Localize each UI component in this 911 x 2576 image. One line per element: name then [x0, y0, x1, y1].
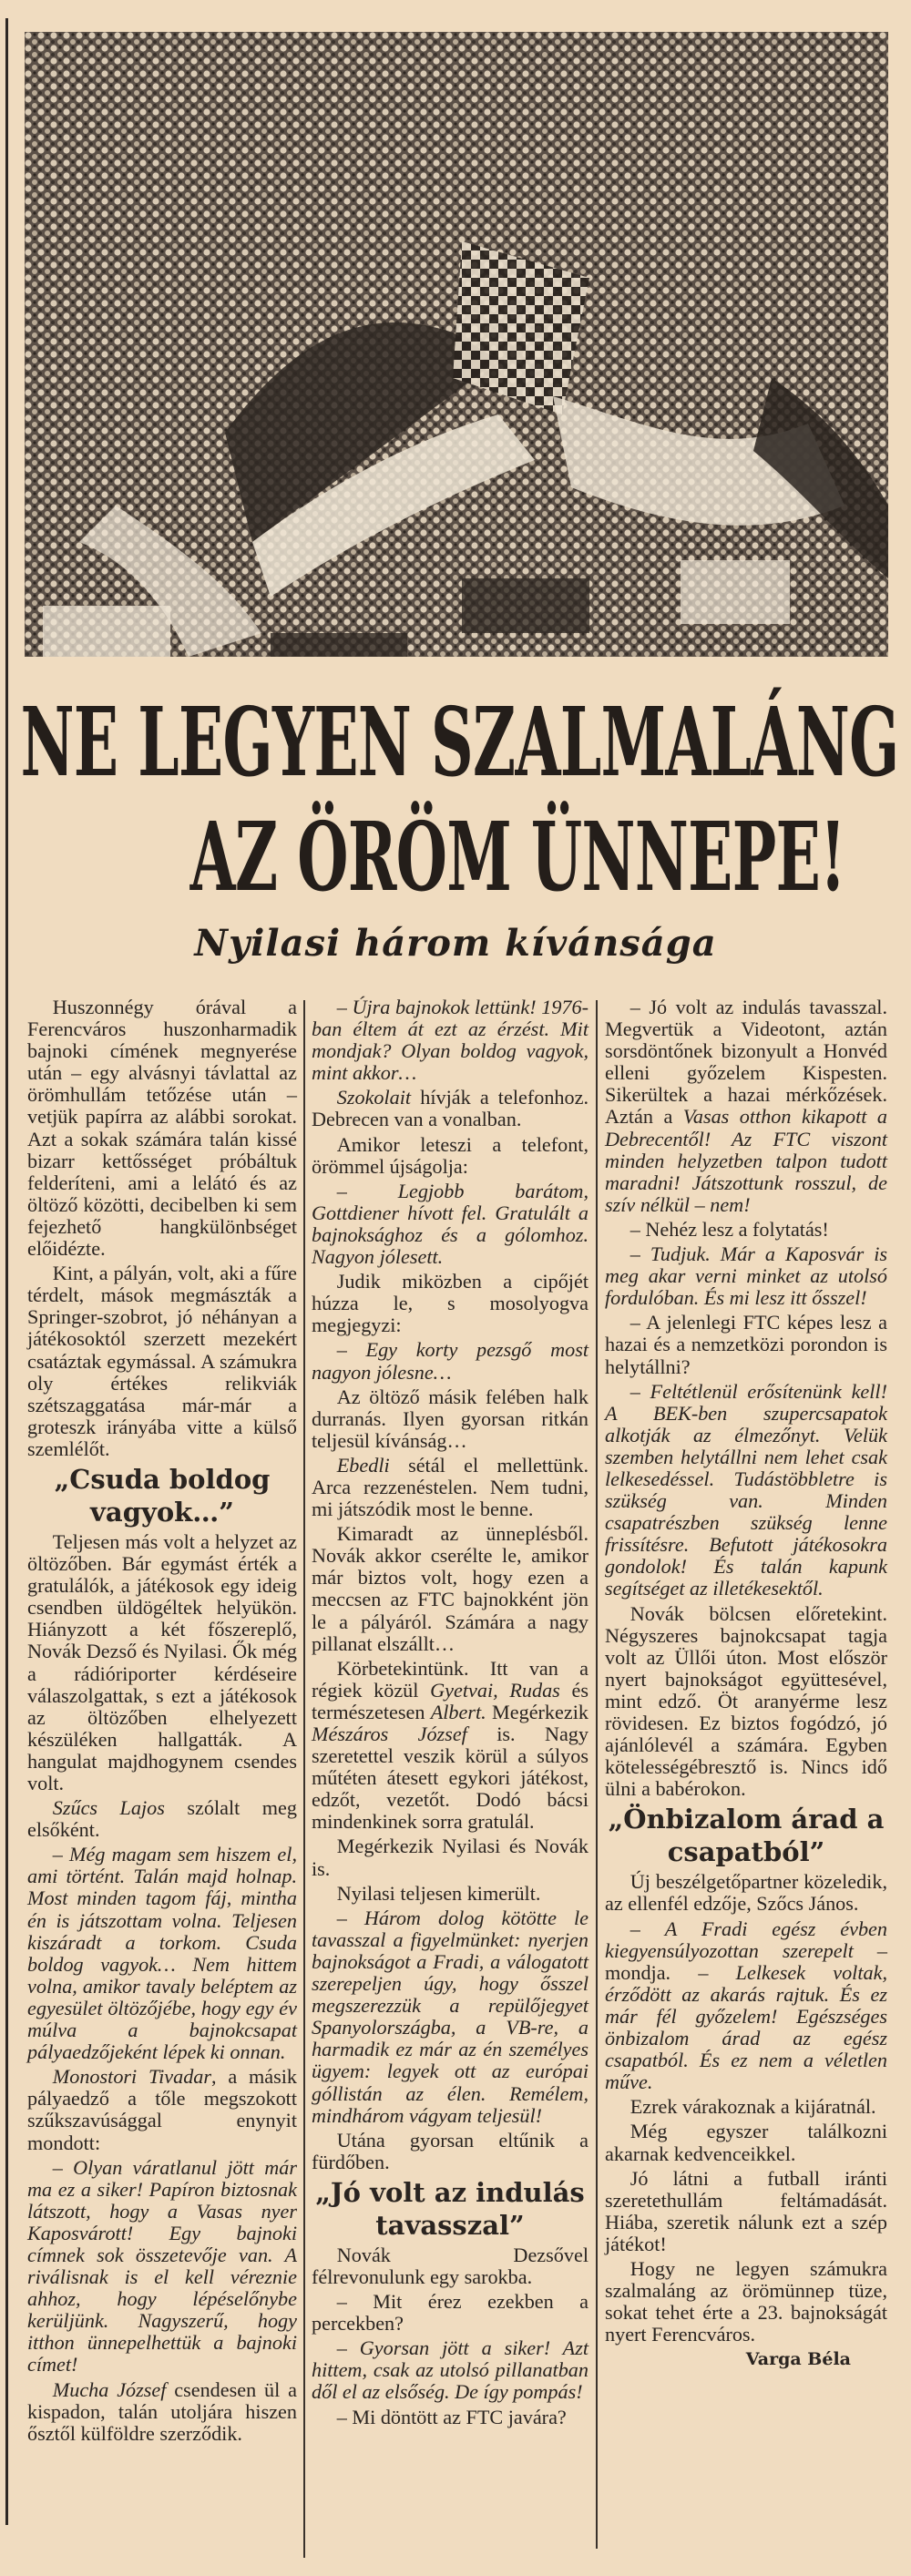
- text-run: –: [630, 1242, 650, 1266]
- text-run: hívják a telefonhoz. Debrecen van a vonalban.: [312, 1086, 589, 1131]
- text-run: Körbetekintünk. Itt van a régiek közül: [312, 1656, 589, 1702]
- italic-text-run: Mucha József: [52, 2377, 167, 2401]
- paragraph: [605, 2096, 887, 2118]
- paragraph: [27, 1531, 297, 1794]
- text-run: – Nehéz lesz a folytatás!: [630, 1217, 829, 1241]
- paragraph: [312, 2130, 589, 2173]
- paragraph: [312, 1883, 589, 1905]
- italic-text-run: Gyetvai, Rudas: [430, 1678, 560, 1702]
- text-run: Hogy ne legyen számukra szalmaláng az örömünnep tüze, sokat tehet érte a 23. bajnokságát nyert Ferencváros.: [605, 2256, 887, 2346]
- italic-text-run: Egy korty pezsgő most nagyon jólesne…: [312, 1338, 589, 1384]
- italic-text-run: Albert.: [430, 1700, 486, 1723]
- text-run: Megérkezik Nyilasi és Novák is.: [312, 1835, 589, 1880]
- italic-text-run: Szűcs Lajos: [52, 1796, 165, 1820]
- italic-text-run: Mészáros József: [312, 1722, 467, 1745]
- paragraph: [605, 1381, 887, 1600]
- paragraph: [312, 2337, 589, 2403]
- page-border-rule: [5, 18, 8, 2525]
- text-run: Huszonnégy órával a Ferencváros huszonharmadik bajnoki címének megnyerése után – egy alvásnyi távlattal az örömhullám tetőzése után – vetjük papírra az alábbi sorokat. Azt a sokak számára talán kissé bizarr kettősséget próbáltuk felderíteni, ami a lelátó és az öltöző közötti, decibelben ki sem fejezhető hangkülönbséget előidézte.: [27, 996, 297, 1261]
- text-run: – Jó volt az indulás tavasszal. Megvertük a Videotont, aztán sorsdöntőnek bizonyult a Honvéd elleni győzelem Kispesten. Sikerültek a hazai mérkőzések. Aztán a: [605, 996, 887, 1129]
- article-column-1: [27, 997, 297, 2448]
- text-run: Kimaradt az ünneplésből. Novák akkor cserélte le, amikor már biztos volt, hogy ezen a meccsen az FTC bajnokként jön le a pályáról. Számára a nagy pillanat elszállt…: [312, 1522, 589, 1655]
- italic-text-run: Olyan váratlanul jött már ma ez a siker! Papíron biztosnak látszott, hogy a Vasas nyer Kaposvárott! Egy bajnoki címnek sok összetevője van. A riválisnak is el kell véreznie ahhoz, hogy lépéselőnybe kerüljünk. Nagyszerű, hogy itthon ünnepelhettük a bajnoki címet!: [27, 2155, 298, 2377]
- text-run: Novák Dezsővel félrevonulunk egy sarokba.: [312, 2243, 589, 2288]
- text-run: – Mit érez ezekben a percekben?: [312, 2290, 589, 2336]
- italic-text-run: Lelkesek voltak, érződött az akarás rajtuk. És ez már fél győzelem! Egészséges önbizalom árad az egész csapatból. És ez nem a véletlen műve.: [605, 1960, 887, 2094]
- article-column-3: [605, 997, 887, 2373]
- text-run: szólalt meg elsőként.: [27, 1796, 297, 1842]
- headline-line-1: NE LEGYEN SZALMALÁNG: [20, 686, 899, 798]
- section-heading: „Jó volt az indulás tavasszal”: [315, 2176, 585, 2241]
- paragraph: [605, 1603, 887, 1801]
- paragraph: [312, 1087, 589, 1130]
- text-run: , a másik pályaedző a tőle megszokott szűkszavúsággal enynyit mondott:: [27, 2065, 297, 2154]
- text-run: –: [336, 1906, 364, 1929]
- paragraph: [312, 1271, 589, 1336]
- section-heading: „Csuda boldog vagyok…”: [54, 1463, 271, 1528]
- text-run: – mondja. –: [605, 1938, 887, 1984]
- paragraph: [312, 1386, 589, 1452]
- text-run: –: [336, 2336, 360, 2360]
- text-run: –: [52, 2155, 74, 2179]
- crowd-photo: [25, 32, 888, 657]
- author-byline: Varga Béla: [745, 2349, 851, 2370]
- paragraph: [312, 1835, 589, 1879]
- text-run: Novák bölcsen előretekint. Négyszeres bajnokcsapat tagja volt az Üllői úton. Most először nyert bajnokságot együttesével, mint edző. Öt aranyérme lesz rövidesen. Ez biztos fogódzó, jó ajánlólevél a számára. Egyben kötelességébresztő is. Nincs idő ülni a babérokon.: [605, 1601, 887, 1801]
- text-run: – Mi döntött az FTC javára?: [336, 2405, 567, 2428]
- paragraph: [605, 1871, 887, 1915]
- paragraph: [605, 1918, 887, 2094]
- column-rule: [596, 1000, 598, 2549]
- crowd-flags-illustration: [25, 32, 888, 657]
- paragraph: [27, 2066, 297, 2153]
- paragraph: [605, 1219, 887, 1241]
- paragraph: [27, 2157, 297, 2377]
- paragraph: [312, 1658, 589, 1834]
- italic-text-run: Legjobb barátom, Gottdiener hívott fel. Gratulált a bajnoksághoz és a gólomhoz. Nagyon jólesett.: [312, 1179, 589, 1269]
- text-run: Nyilasi teljesen kimerült.: [336, 1881, 541, 1905]
- paragraph: [312, 2291, 589, 2335]
- text-run: is. Nagy szeretettel veszik körül a súlyos műtéten átesett egykori játékost, edzőt, vezetőt. Dodó bácsi mindenkinek sorra gratulál.: [312, 1722, 589, 1834]
- paragraph: [27, 2379, 297, 2445]
- text-run: Utána gyorsan eltűnik a fürdőben.: [312, 2128, 589, 2173]
- paragraph: [605, 2258, 887, 2346]
- text-run: Judik miközben a cipőjét húzza le, s mosolyogva megjegyzi:: [312, 1270, 589, 1337]
- headline: [20, 685, 899, 915]
- paragraph: [312, 1907, 589, 2127]
- paragraph: [27, 997, 297, 1260]
- paragraph: [312, 1339, 589, 1383]
- text-run: – A jelenlegi FTC képes lesz a hazai és a nemzetközi porondon is helytállni?: [605, 1311, 887, 1378]
- section-heading: „Önbizalom árad a csapatból”: [608, 1804, 885, 1868]
- column-rule: [303, 1000, 305, 2558]
- paragraph: [312, 997, 589, 1084]
- italic-text-run: Újra bajnokok lettünk! 1976-ban éltem át ezt az érzést. Mit mondjak? Olyan boldog vagyok, mint akkor…: [312, 996, 589, 1085]
- italic-text-run: Három dolog kötötte le tavasszal a figyelmünket: nyerjen bajnokságot a Fradi, a válogatott szerepeljen úgy, hogy ősszel megszerezzük a repülőjegyet Spanyolországba, a VB-re, a harmadik ez már az én személyes ügyem: legyek ott az európai góllistán az élen. Remélem, mindhárom vágyam teljesül!: [312, 1906, 589, 2127]
- text-run: –: [336, 1338, 366, 1362]
- text-run: Amikor leteszi a telefont, örömmel újságolja:: [312, 1132, 589, 1178]
- paragraph: [605, 2168, 887, 2255]
- subtitle: Nyilasi három kívánsága: [194, 922, 717, 965]
- text-run: –: [630, 1917, 665, 1940]
- text-run: –: [336, 1179, 398, 1202]
- paragraph: [312, 1181, 589, 1268]
- text-run: Teljesen más volt a helyzet az öltözőben. Bár egymást érték a gratulálók, a játékosok egy ideig csendben üldögéltek helyükön. Hiányzott a két főszereplő, Novák Dezső és Nyilasi. Ők még a rádióriporter kérdéseire válaszolgattak, s ezt a játékosok az öltözőben elhelyezett készüléken hallgatták. A hangulat majdhogynem csendes volt.: [27, 1529, 297, 1794]
- text-run: és természetesen: [312, 1678, 589, 1723]
- headline-line-2: AZ ÖRÖM ÜNNEPE!: [189, 801, 845, 913]
- text-run: Új beszélgetőpartner közeledik, az ellenfél edzője, Szőcs János.: [605, 1870, 887, 1916]
- italic-text-run: Gyorsan jött a siker! Azt hittem, csak az utolsó pillanatban dől el az elsőség. De így pompás!: [312, 2336, 589, 2404]
- text-run: –: [52, 1843, 70, 1866]
- italic-text-run: Monostori Tivadar: [52, 2065, 212, 2089]
- text-run: Ezrek várakoznak a kijáratnál.: [630, 2095, 876, 2119]
- text-run: csendesen ül a kispadon, talán utoljára hiszen ősztől külföldre szerződik.: [27, 2377, 297, 2445]
- italic-text-run: Szokolait: [336, 1086, 412, 1109]
- text-run: –: [630, 1379, 650, 1403]
- italic-text-run: Vasas otthon kikapott a Debrecentől! Az FTC viszont minden helyzetben talpon tudott maradni! Játszottunk rosszul, de szív nélkül – nem!: [605, 1105, 887, 1216]
- italic-text-run: Feltétlenül erősítenünk kell! A BEK-ben szupercsapatok alkotják az élmezőnyt. Velük szemben helytállni nem lehet csak lelkesedéssel. Tudástöbbletre is szükség van. Minden csapatrészben szükség lenne frissítésre. Befutott játékosokra gondolok! És talán kapunk segítséget az illetékesektől.: [605, 1379, 887, 1600]
- paragraph: [27, 1797, 297, 1841]
- italic-text-run: A Fradi egész évben kiegyensúlyozottan szerepelt: [605, 1917, 888, 1962]
- italic-text-run: Ebedli: [336, 1453, 390, 1477]
- text-run: sétál el mellettünk. Arca rezzenéstelen. Nem tudni, mi játszódik most le benne.: [312, 1453, 589, 1521]
- text-run: Jó látni a futball iránti szeretethullám feltámadását. Hiába, szeretik nálunk ezt a szép játékot!: [605, 2166, 887, 2255]
- paragraph: [605, 997, 887, 1216]
- article-column-2: [312, 997, 589, 2431]
- paragraph: [312, 2407, 589, 2428]
- paragraph: [605, 1312, 887, 1377]
- italic-text-run: Még magam sem hiszem el, ami történt. Talán majd holnap. Most minden tagom fáj, mintha én is játszottam volna. Teljesen kiszáradt a torkom. Csuda boldog vagyok… Nem hittem volna, amikor tavaly beléptem az egyesület öltözőjébe, hogy egy év múlva a bajnokcsapat pályaedzőjeként lépek ki onnan.: [27, 1843, 297, 2064]
- text-run: Még egyszer találkozni akarnak kedvenceikkel.: [605, 2120, 887, 2165]
- text-run: Megérkezik: [486, 1700, 589, 1723]
- paragraph: [605, 2121, 887, 2164]
- paragraph: [312, 1523, 589, 1655]
- text-run: Kint, a pályán, volt, aki a fűre térdelt, mások megmászták a Springer-szobrot, jó néhányan a játékosoktól szerzett mezekért csatáztak egymással. A számukra oly értékes relikviák szétszaggatása már-már a groteszk irányába vitte a külső szemlélőt.: [27, 1262, 297, 1460]
- paragraph: [605, 1243, 887, 1309]
- paragraph: [27, 1844, 297, 2063]
- paragraph: [27, 1262, 297, 1460]
- paragraph: [312, 1455, 589, 1520]
- paragraph: [312, 2244, 589, 2288]
- italic-text-run: Tudjuk. Már a Kaposvár is meg akar verni minket az utolsó fordulóban. És mi lesz itt ősszel!: [605, 1242, 887, 1310]
- paragraph: [312, 1134, 589, 1178]
- text-run: Az öltöző másik felében halk durranás. Ilyen gyorsan ritkán teljesül kívánság…: [312, 1385, 589, 1452]
- text-run: –: [336, 996, 353, 1018]
